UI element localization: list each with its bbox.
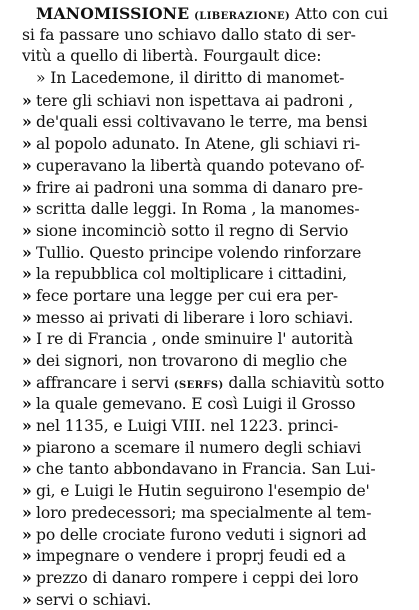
- quote-mark: »: [22, 329, 32, 349]
- quote-text: messo ai privati di liberare i loro schiavi.: [36, 308, 354, 327]
- quote-line: [22, 177, 409, 199]
- quote-line: [22, 589, 409, 610]
- quote-mark: »: [22, 502, 32, 522]
- quote-text: tere gli schiavi non ispettava ai padroni ,: [36, 91, 354, 110]
- quote-text: fece portare una legge per cui era per-: [36, 286, 339, 305]
- quote-text: la repubblica col moltiplicare i cittadini,: [36, 265, 347, 284]
- quote-first-line: [22, 68, 409, 90]
- quote-mark: »: [36, 69, 46, 88]
- quote-line: [22, 90, 409, 112]
- entry-headword: MANOMISSIONE: [36, 4, 190, 23]
- serfs-term: (SERFS): [173, 379, 224, 391]
- quote-mark: »: [22, 416, 32, 436]
- quote-text: dalla schiavitù sotto: [223, 373, 385, 392]
- quote-line: [22, 545, 409, 567]
- dictionary-entry: [22, 3, 409, 610]
- quote-line: [22, 285, 409, 307]
- quote-line: [22, 328, 409, 350]
- quote-mark: »: [22, 351, 32, 370]
- quote-text: prezzo di danaro rompere i ceppi dei loro: [36, 568, 359, 587]
- quote-text: impegnare o vendere i proprj feudi ed a: [36, 547, 346, 566]
- quote-mark: »: [22, 90, 32, 110]
- quote-line: [22, 220, 409, 242]
- quote-line: [22, 133, 409, 155]
- quote-mark: »: [22, 285, 32, 305]
- quote-text: affrancare i servi: [36, 373, 174, 392]
- quote-mark: »: [22, 199, 32, 219]
- quote-mark: »: [22, 220, 32, 240]
- quote-line: [22, 111, 409, 133]
- quote-first-text: In Lacedemone, il diritto di manomet-: [45, 69, 345, 88]
- quote-mark: »: [22, 567, 32, 587]
- quote-mark: »: [22, 177, 32, 197]
- quote-mark: »: [22, 372, 32, 392]
- quote-text: dei signori, non trovarono di meglio che: [36, 352, 348, 370]
- quote-mark: »: [22, 546, 32, 566]
- quote-mark: »: [22, 242, 32, 262]
- quote-mark: »: [22, 459, 32, 479]
- quote-mark: »: [22, 155, 32, 175]
- quote-mark: »: [22, 307, 32, 327]
- quote-line-serfs: [22, 372, 409, 394]
- entry-heading-line: [22, 3, 409, 25]
- quote-line: [22, 524, 409, 546]
- quote-line: [22, 458, 409, 480]
- entry-heading-rest: Atto con cui: [290, 5, 388, 23]
- quote-line: [22, 502, 409, 524]
- quote-text: nel 1135, e Luigi VIII. nel 1223. princi-: [36, 417, 339, 436]
- quote-text: frire ai padroni una somma di danaro pre-: [36, 178, 363, 197]
- quote-mark: »: [22, 112, 32, 132]
- quote-mark: »: [22, 394, 32, 414]
- quote-text: la quale gemevano. E così Luigi il Grosso: [36, 395, 356, 414]
- quote-text: sione incominciò sotto il regno di Servio: [36, 221, 349, 240]
- quote-text: scritta dalle leggi. In Roma , la manomes-: [36, 200, 360, 219]
- entry-gloss: (LIBERAZIONE): [194, 11, 291, 22]
- quote-text: gi, e Luigi le Hutin seguirono l'esempio de': [36, 482, 370, 501]
- quote-line: [22, 393, 409, 415]
- quote-text: che tanto abbondavano in Francia. San Lui-: [36, 460, 376, 479]
- quote-text: piarono a scemare il numero degli schiavi: [36, 438, 362, 457]
- quote-line: [22, 437, 409, 459]
- quote-text: po delle crociate furono veduti i signori ad: [36, 525, 367, 544]
- quote-line: [22, 198, 409, 220]
- quote-mark: »: [22, 481, 32, 501]
- quote-line: [22, 307, 409, 329]
- quote-text: Tullio. Questo principe volendo rinforzare: [36, 243, 362, 262]
- quote-line: [22, 155, 409, 177]
- quote-line: [22, 480, 409, 502]
- quote-text: loro predecessori; ma specialmente al tem-: [36, 503, 372, 522]
- quote-mark: »: [22, 264, 32, 284]
- quote-line: [22, 415, 409, 437]
- quote-mark: »: [22, 134, 32, 154]
- quote-mark: »: [22, 589, 32, 609]
- quote-text: servi o schiavi.: [36, 590, 152, 609]
- quote-text: al popolo adunato. In Atene, gli schiavi ri-: [36, 135, 360, 154]
- quote-mark: »: [22, 524, 32, 544]
- quote-line: [22, 567, 409, 589]
- quote-line: [22, 350, 409, 372]
- quote-text: de'quali essi coltivavano le terre, ma bensi: [36, 113, 368, 132]
- quote-mark: »: [22, 437, 32, 457]
- quote-text: cuperavano la libertà quando potevano of-: [36, 156, 365, 175]
- quote-text: I re di Francia , onde sminuire l' autorità: [36, 330, 354, 349]
- quote-line: [22, 242, 409, 264]
- entry-line: si fa passare uno schiavo dallo stato di ser-: [22, 25, 356, 44]
- quote-line: [22, 263, 409, 285]
- entry-line: vitù a quello di libertà. Fourgault dice:: [22, 47, 322, 66]
